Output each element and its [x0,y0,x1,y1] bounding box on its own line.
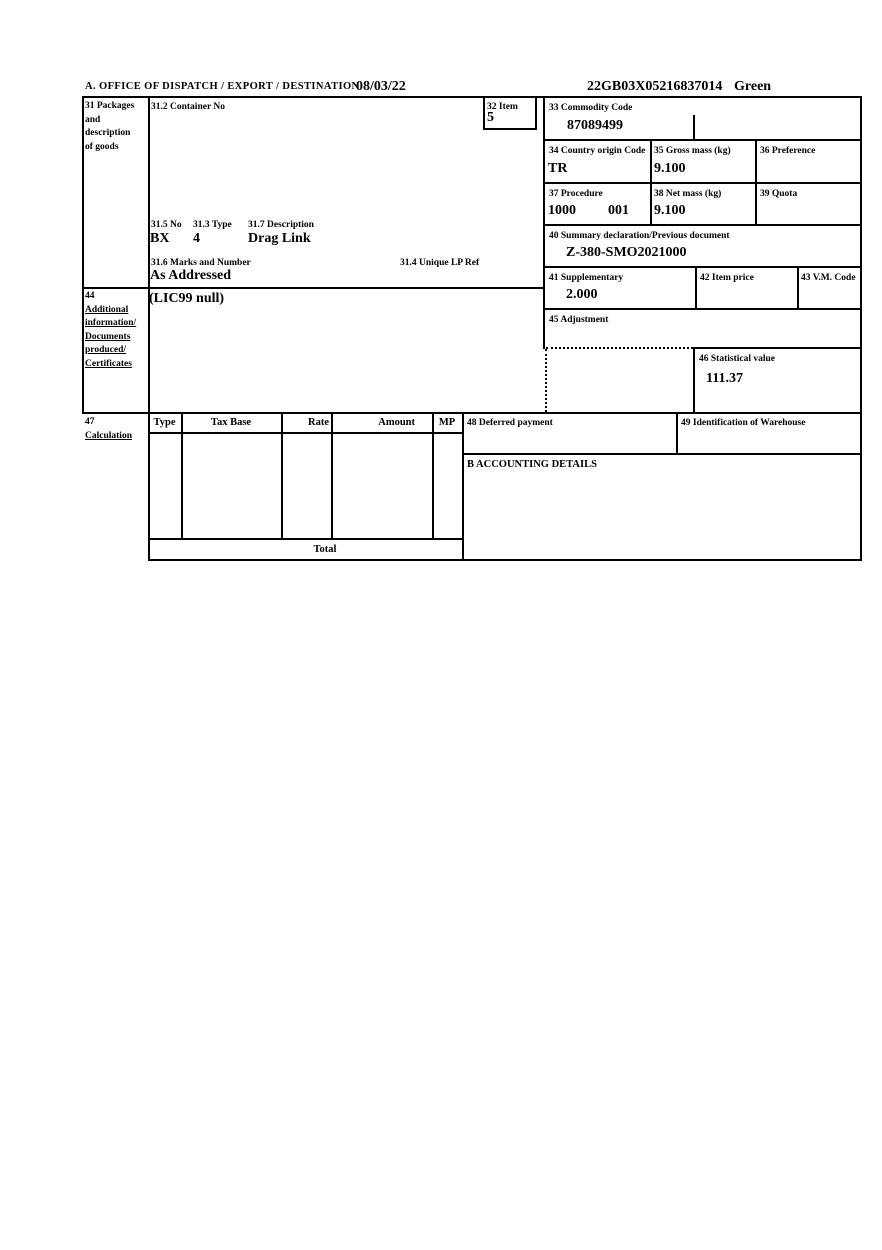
preference-label: 36 Preference [760,146,816,156]
divider [483,96,485,130]
net-mass-value: 9.100 [654,203,686,218]
divider [543,308,862,310]
commodity-code-label: 33 Commodity Code [549,103,633,113]
divider [693,115,695,141]
additional-information-value: (LIC99 null) [149,291,225,306]
total-row-label: Total [313,544,337,555]
divider [462,453,862,455]
declaration-reference: 22GB03X05216837014 [587,79,723,94]
summary-declaration-label: 40 Summary declaration/Previous document [549,231,730,241]
item-number-value: 5 [487,110,494,125]
goods-description-value: Drag Link [248,231,311,246]
item-number-label: 32 Item [487,102,518,112]
procedure-label: 37 Procedure [549,189,603,199]
warehouse-identification-label: 49 Identification of Warehouse [681,418,806,428]
form-left-border [82,96,84,414]
divider [543,224,862,226]
container-no-label: 31.2 Container No [151,102,225,112]
divider [281,412,283,540]
unique-lp-ref-label: 31.4 Unique LP Ref [400,258,480,268]
divider [543,182,862,184]
divider [693,347,862,349]
divider [82,412,862,414]
divider [148,559,862,561]
statistical-value-label: 46 Statistical value [699,354,775,364]
mp-column-header: MP [438,417,456,428]
divider [462,412,464,561]
box31-packages-label: 31 Packages and description of goods [85,101,135,152]
divider [543,96,545,349]
net-mass-label: 38 Net mass (kg) [654,189,722,199]
divider [148,538,464,540]
dotted-divider [545,349,547,412]
tax-base-column-header: Tax Base [210,417,252,428]
item-price-label: 42 Item price [700,273,754,283]
divider [543,139,862,141]
routing-status: Green [734,79,772,94]
dispatch-date: 08/03/22 [356,79,406,94]
divider [148,96,150,561]
country-origin-label: 34 Country origin Code [549,146,646,156]
dotted-divider [546,347,693,349]
office-of-dispatch-title: A. OFFICE OF DISPATCH / EXPORT / DESTINATION [85,81,360,92]
previous-document-value: Z-380-SMO2021000 [566,245,687,260]
deferred-payment-label: 48 Deferred payment [467,418,553,428]
procedure-code-value: 1000 [548,203,576,218]
country-origin-value: TR [548,161,568,176]
divider [755,139,757,226]
procedure-additional-value: 001 [608,203,629,218]
divider [650,139,652,226]
divider [695,266,697,310]
additional-information-label: 44 Additional information/ Documents produced/ Certificates [85,291,137,369]
calculation-label: 47 Calculation [85,417,132,441]
divider [181,412,183,540]
gross-mass-value: 9.100 [654,161,686,176]
quota-label: 39 Quota [760,189,798,199]
accounting-details-label: B ACCOUNTING DETAILS [467,459,597,470]
form-right-border [860,96,862,561]
divider [693,347,695,414]
statistical-value: 111.37 [706,371,743,386]
divider [148,432,464,434]
tax-type-column-header: Type [153,417,176,428]
divider [676,412,678,455]
package-type-value: 4 [193,231,200,246]
adjustment-label: 45 Adjustment [549,315,609,325]
rate-column-header: Rate [308,417,329,428]
gross-mass-label: 35 Gross mass (kg) [654,146,731,156]
divider [483,128,537,130]
divider [432,412,434,540]
commodity-code-value: 87089499 [567,118,623,133]
supplementary-units-label: 41 Supplementary [549,273,624,283]
divider [82,96,862,98]
box31-3-type-label: 31.3 Type [193,220,232,230]
package-count-kind-value: BX [150,231,170,246]
box31-5-no-label: 31.5 No [151,220,182,230]
divider [797,266,799,310]
amount-column-header: Amount [378,417,415,428]
supplementary-units-value: 2.000 [566,287,598,302]
divider [331,412,333,540]
divider [82,287,545,289]
marks-and-number-label: 31.6 Marks and Number [151,258,251,268]
box31-7-description-label: 31.7 Description [248,220,314,230]
vm-code-label: 43 V.M. Code [801,273,856,283]
divider [535,96,537,130]
marks-and-number-value: As Addressed [150,268,232,283]
divider [543,266,862,268]
